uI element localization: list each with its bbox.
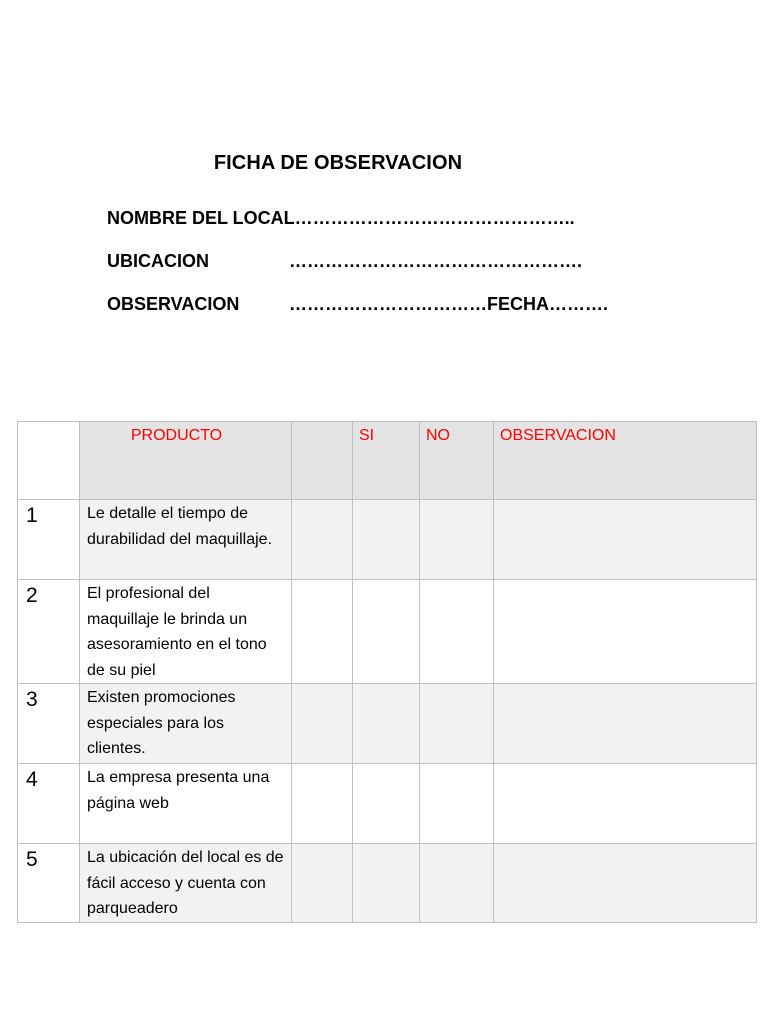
cell-no[interactable] (420, 500, 494, 580)
row-number: 4 (18, 764, 80, 844)
cell-no[interactable] (420, 764, 494, 844)
row-question-text: La ubicación del local es de fácil acceso y cuenta con parqueadero (87, 849, 284, 917)
table-row (18, 580, 757, 684)
row-question (80, 580, 292, 684)
header-cell-observacion (494, 422, 757, 500)
field-ubicacion (107, 251, 583, 272)
cell-no[interactable] (420, 684, 494, 764)
cell-observacion[interactable] (494, 764, 757, 844)
row-question (80, 684, 292, 764)
row-question (80, 844, 292, 923)
row-number: 3 (18, 684, 80, 764)
table-header-row (18, 422, 757, 500)
cell-si[interactable] (353, 580, 420, 684)
header-cell-si (353, 422, 420, 500)
row-number: 5 (18, 844, 80, 923)
cell-observacion[interactable] (494, 684, 757, 764)
cell-observacion[interactable] (494, 580, 757, 684)
row-number: 2 (18, 580, 80, 684)
cell-no[interactable] (420, 580, 494, 684)
field-label: NOMBRE DEL LOCAL (107, 208, 295, 228)
field-label: UBICACION (107, 251, 209, 271)
header-no: NO (426, 427, 450, 444)
field-value-dots: ……………………………………….. (294, 208, 575, 228)
field-value-dots-fecha: ……………………………FECHA………. (289, 294, 608, 314)
cell-blank[interactable] (292, 500, 353, 580)
row-question (80, 500, 292, 580)
table-row (18, 500, 757, 580)
table-row (18, 764, 757, 844)
cell-blank[interactable] (292, 844, 353, 923)
row-question-text: Existen promociones especiales para los clientes. (87, 689, 236, 757)
header-cell-blank (292, 422, 353, 500)
cell-blank[interactable] (292, 580, 353, 684)
row-number: 1 (18, 500, 80, 580)
row-question-text: Le detalle el tiempo de durabilidad del maquillaje. (87, 505, 273, 548)
cell-observacion[interactable] (494, 844, 757, 923)
header-si: SI (359, 427, 375, 444)
header-cell-no (420, 422, 494, 500)
cell-blank[interactable] (292, 684, 353, 764)
row-question-text: La empresa presenta una página web (87, 769, 270, 812)
header-observacion: OBSERVACION (500, 427, 616, 444)
field-value-dots: …………………………………………. (289, 251, 583, 271)
cell-si[interactable] (353, 844, 420, 923)
field-label: OBSERVACION (107, 294, 240, 314)
cell-si[interactable] (353, 684, 420, 764)
page-title: FICHA DE OBSERVACION (213, 152, 463, 174)
cell-no[interactable] (420, 844, 494, 923)
observation-table (17, 421, 757, 923)
field-observacion (107, 294, 608, 315)
table-row (18, 844, 757, 923)
cell-blank[interactable] (292, 764, 353, 844)
cell-si[interactable] (353, 764, 420, 844)
cell-si[interactable] (353, 500, 420, 580)
row-question-text: El profesional del maquillaje le brinda un asesoramiento en el tono de su piel (87, 585, 267, 679)
header-cell-producto (80, 422, 292, 500)
table-row (18, 684, 757, 764)
header-cell-empty (18, 422, 80, 500)
cell-observacion[interactable] (494, 500, 757, 580)
header-producto: PRODUCTO (130, 427, 223, 444)
row-question (80, 764, 292, 844)
field-nombre-del-local (107, 208, 575, 229)
